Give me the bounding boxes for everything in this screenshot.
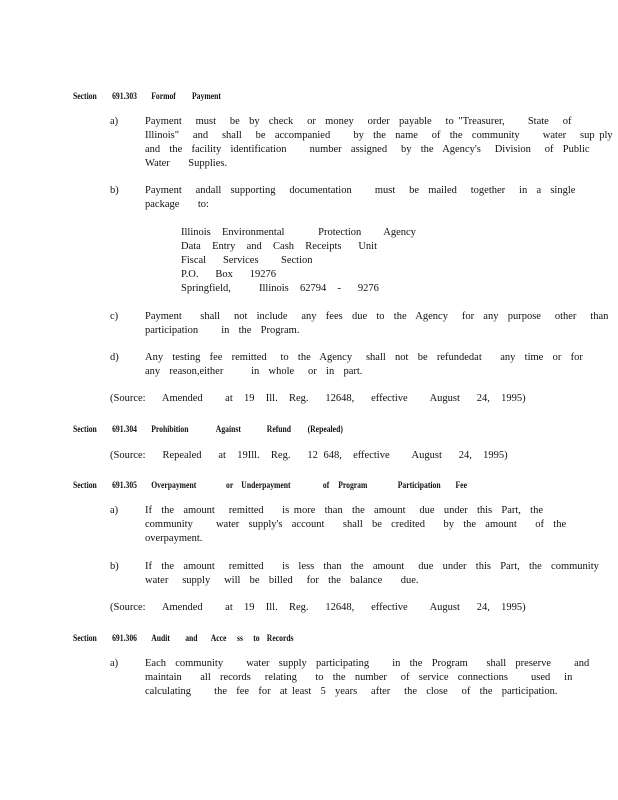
source-note-303: (Source: Amended at 19 Ill. Reg. 12648, effective August 24, 1995) bbox=[110, 393, 526, 404]
text-line: Water Supplies. bbox=[145, 158, 228, 169]
address-line: Illinois Environmental Protection Agency bbox=[181, 227, 416, 238]
text-line: overpayment. bbox=[145, 533, 203, 544]
section-title-word: Participation bbox=[397, 480, 441, 490]
text-line: Each community water supply participating in the Program shall preserve and bbox=[145, 658, 590, 669]
text-line: Any testing fee remitted to the Agency shall not be refundedat any time or for bbox=[145, 352, 583, 363]
section-number: 691.305 bbox=[112, 480, 137, 490]
section-number: 691.304 bbox=[112, 424, 137, 434]
section-label: Section bbox=[73, 91, 97, 101]
section-title-word: Refund bbox=[266, 424, 292, 434]
address-line: Data Entry and Cash Receipts Unit bbox=[181, 241, 378, 252]
text-line: community water supply's account shall be credited by the amount of the bbox=[145, 519, 567, 530]
item-label-a: a) bbox=[110, 658, 119, 669]
text-line: participation in the Program. bbox=[145, 325, 300, 336]
section-title-word: Overpayment bbox=[151, 480, 197, 490]
text-line: Payment must be by check or money order payable to "Treasurer, State of bbox=[145, 116, 572, 127]
paragraph-fees bbox=[145, 310, 609, 338]
paragraph-mailing bbox=[145, 184, 576, 212]
section-number: 691.306 bbox=[112, 633, 137, 643]
item-label-c: c) bbox=[110, 311, 119, 322]
section-title-word: Underpayment bbox=[241, 480, 291, 490]
section-title-word: Prohibition bbox=[151, 424, 189, 434]
section-title-word: Against bbox=[215, 424, 241, 434]
paragraph-underpayment bbox=[145, 560, 599, 588]
section-title-word: to bbox=[253, 633, 260, 643]
address-line: Springfield, Illinois 62794 - 9276 bbox=[181, 283, 379, 294]
section-title-word: Payment bbox=[192, 91, 221, 101]
paragraph-refund bbox=[145, 351, 583, 379]
address-line: Fiscal Services Section bbox=[181, 255, 313, 266]
section-title-word: Fee bbox=[455, 480, 467, 490]
section-title-word: Audit bbox=[151, 633, 170, 643]
text-line: If the amount remitted is less than the amount due under this Part, the community bbox=[145, 561, 599, 572]
address-line: P.O. Box 19276 bbox=[181, 269, 277, 280]
paragraph-overpayment bbox=[145, 504, 567, 546]
text-line: Payment shall not include any fees due to the Agency for any purpose other than bbox=[145, 311, 609, 322]
section-title-word: Formof bbox=[151, 91, 176, 101]
source-note-305: (Source: Amended at 19 Ill. Reg. 12648, effective August 24, 1995) bbox=[110, 602, 526, 613]
text-line: package to: bbox=[145, 199, 209, 210]
section-label: Section bbox=[73, 633, 97, 643]
text-line: maintain all records relating to the number of service connections used in bbox=[145, 672, 573, 683]
section-number: 691.303 bbox=[112, 91, 137, 101]
item-label-a: a) bbox=[110, 505, 119, 516]
paragraph-payment-method bbox=[145, 115, 613, 171]
text-line: any reason,either in whole or in part. bbox=[145, 366, 363, 377]
text-line: Illinois" and shall be accompanied by the name of the community water sup ply bbox=[145, 130, 613, 141]
section-title-word: of bbox=[322, 480, 330, 490]
section-title-word: (Repealed) bbox=[307, 424, 343, 434]
item-label-d: d) bbox=[110, 352, 119, 363]
item-label-a: a) bbox=[110, 116, 119, 127]
text-line: calculating the fee for at least 5 years after the close of the participation. bbox=[145, 686, 558, 697]
section-title-word: or bbox=[226, 480, 234, 490]
text-line: water supply will be billed for the balance due. bbox=[145, 575, 419, 586]
section-title-word: and bbox=[185, 633, 198, 643]
section-title-word: ss bbox=[237, 633, 244, 643]
section-title-word: Records bbox=[266, 633, 294, 643]
section-title-word: Acce bbox=[210, 633, 227, 643]
item-label-b: b) bbox=[110, 185, 119, 196]
text-line: and the facility identification number assigned by the Agency's Division of Public bbox=[145, 144, 590, 155]
text-line: If the amount remitted is more than the amount due under this Part, the bbox=[145, 505, 544, 516]
item-label-b: b) bbox=[110, 561, 119, 572]
address-block bbox=[181, 226, 416, 296]
section-label: Section bbox=[73, 480, 97, 490]
text-line: Payment andall supporting documentation must be mailed together in a single bbox=[145, 185, 576, 196]
source-note-304: (Source: Repealed at 19Ill. Reg. 12 648, effective August 24, 1995) bbox=[110, 450, 508, 461]
section-title-word: Program bbox=[338, 480, 368, 490]
section-label: Section bbox=[73, 424, 97, 434]
paragraph-records bbox=[145, 657, 590, 699]
